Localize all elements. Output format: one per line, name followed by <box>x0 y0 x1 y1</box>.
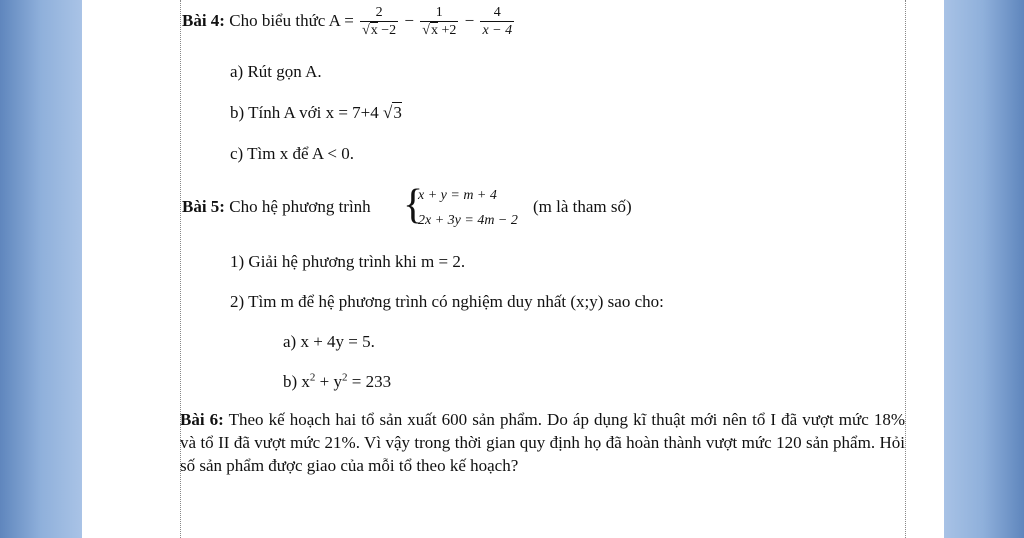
bai4-title: Bài 4: <box>182 11 225 30</box>
right-margin-guide <box>905 0 906 538</box>
system-eq2: 2x + 3y = 4m − 2 <box>418 213 518 228</box>
bai4-line: Bài 4: Cho biểu thức A = $\frac{2}{√x -2}$ − $\frac{1}{√x +2}$ − $\frac{4}{x - 4}$ <box>182 4 513 38</box>
bai6-title: Bài 6: <box>180 410 224 429</box>
system-eq1: x + y = m + 4 <box>418 188 497 203</box>
bai5-intro: Cho hệ phương trình <box>229 197 371 216</box>
fraction-3: $\frac{4}{x - 4}$ <box>482 4 513 38</box>
fraction-1: $\frac{2}{√x -2}$ <box>362 4 397 38</box>
bai4-part-a: a) Rút gọn A. <box>230 62 322 81</box>
bai6-paragraph <box>180 408 905 477</box>
fraction-2: $\frac{1}{√x +2}$ <box>422 4 457 38</box>
bai4-part-b: b) Tính A với x = 7+4 √3 <box>230 103 402 122</box>
bai5-part-1: 1) Giải hệ phương trình khi m = 2. <box>230 252 466 271</box>
bai5-line <box>182 197 371 217</box>
bai5-part-2: 2) Tìm m để hệ phương trình có nghiệm duy nhất (x;y) sao cho: <box>230 292 664 311</box>
bai5-part-2a: a) x + 4y = 5. <box>283 332 375 351</box>
bai5-part-2b: b) $x^2 + y^2 = 233$ <box>283 371 392 391</box>
bai4-intro: Cho biểu thức A = <box>229 11 354 30</box>
bai5-title: Bài 5: <box>182 197 225 216</box>
bai5-note: (m là tham số) <box>533 197 632 216</box>
bai4-part-c: c) Tìm x để A < 0. <box>230 144 355 163</box>
system-brace: { <box>403 182 424 228</box>
bai6-text: Theo kế hoạch hai tổ sản xuất 600 sản phẩm. Do áp dụng kĩ thuật mới nên tổ I đã vượt mức 18% và tổ II đã vượt mức 21%. Vì vậy trong thời gian quy định họ đã hoàn thành vượt mức 120 sản phẩm. Hỏi số sản phẩm được giao của mỗi tổ theo kế hoạch? <box>180 410 905 475</box>
